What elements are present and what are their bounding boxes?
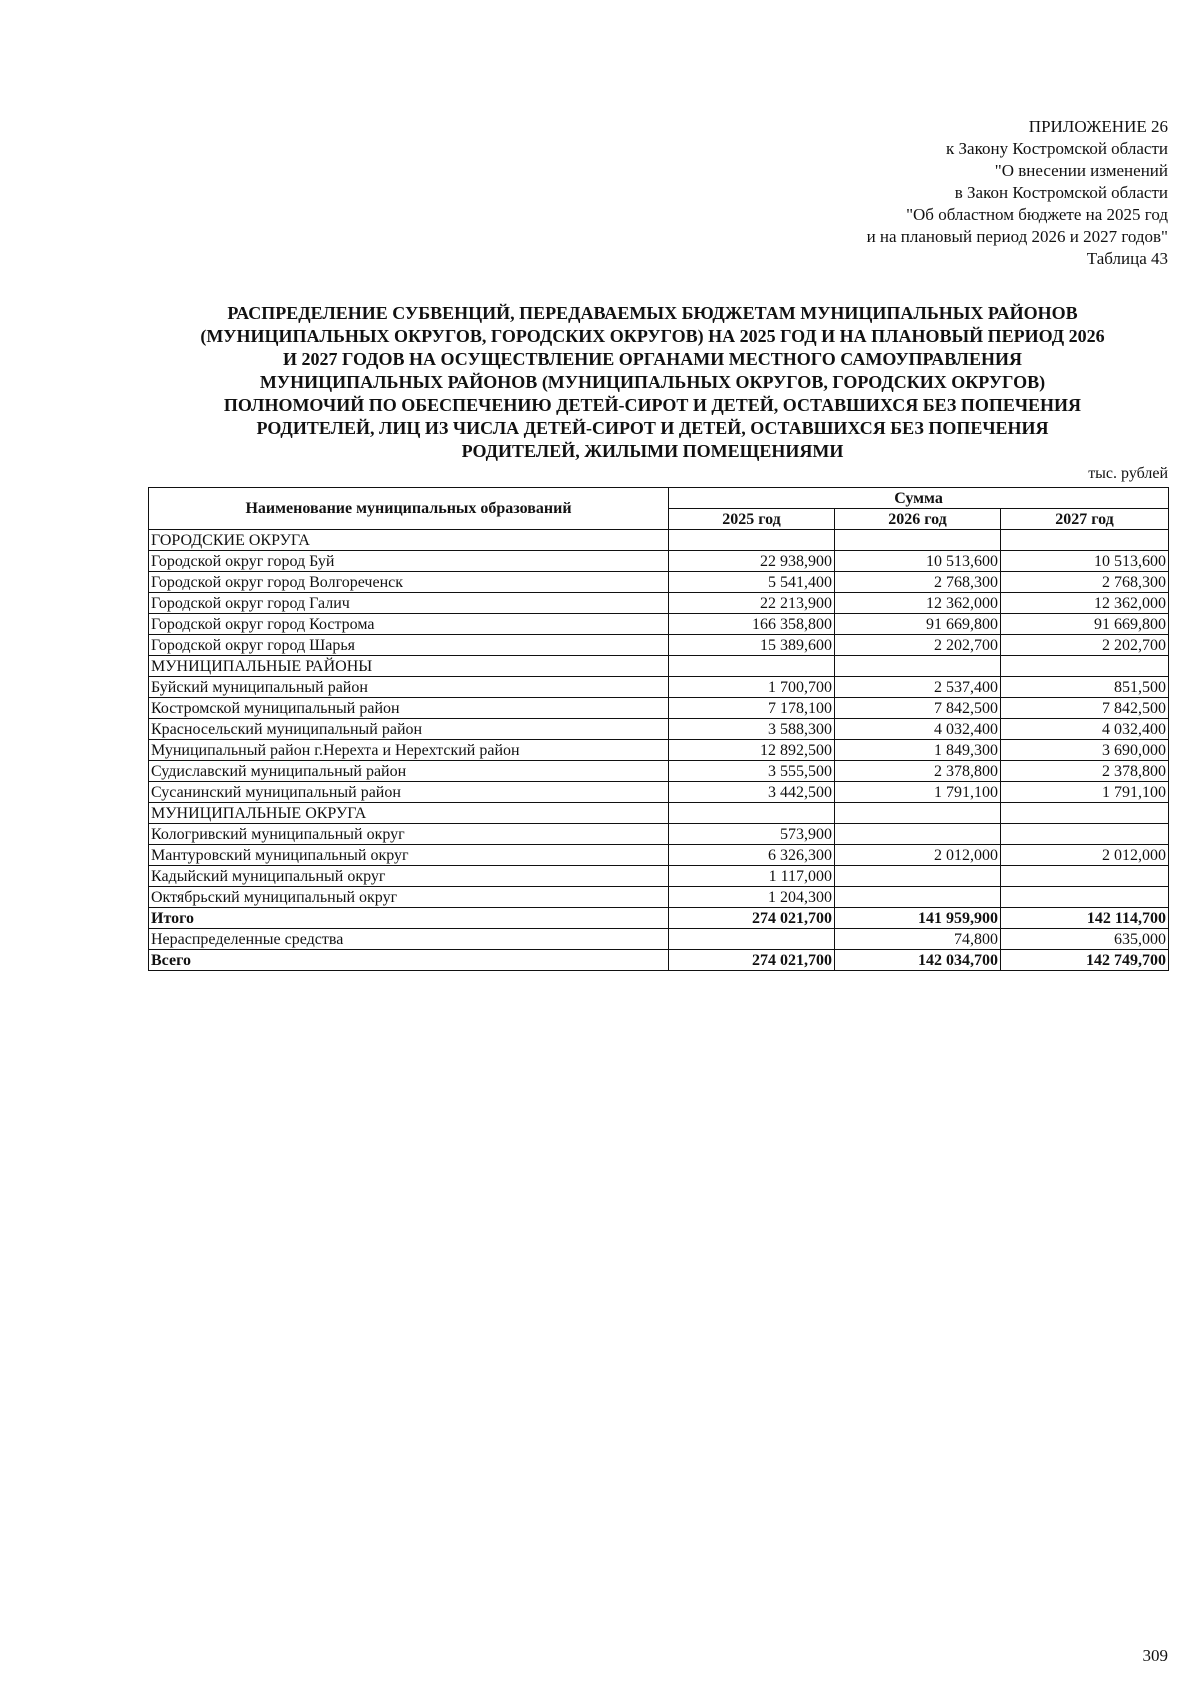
- title-line: ПОЛНОМОЧИЙ ПО ОБЕСПЕЧЕНИЮ ДЕТЕЙ-СИРОТ И ДЕТЕЙ, ОСТАВШИХСЯ БЕЗ ПОПЕЧЕНИЯ: [223, 395, 1082, 415]
- row-name-cell: ГОРОДСКИЕ ОКРУГА: [149, 530, 669, 551]
- row-name-cell: МУНИЦИПАЛЬНЫЕ ОКРУГА: [149, 803, 669, 824]
- value-2025-cell: 3 442,500: [669, 782, 835, 803]
- value-2027-cell: 3 690,000: [1001, 740, 1169, 761]
- units-label: тыс. рублей: [1088, 465, 1168, 482]
- title-line: РАСПРЕДЕЛЕНИЕ СУБВЕНЦИЙ, ПЕРЕДАВАЕМЫХ БЮДЖЕТАМ МУНИЦИПАЛЬНЫХ РАЙОНОВ: [227, 303, 1078, 323]
- value-2026-cell: [835, 824, 1001, 845]
- table-row: [149, 929, 1169, 950]
- value-2026-cell: [835, 887, 1001, 908]
- value-2026-cell: 141 959,900: [835, 908, 1001, 929]
- value-2027-cell: 7 842,500: [1001, 698, 1169, 719]
- table-row: [149, 530, 1169, 551]
- value-2027-cell: 10 513,600: [1001, 551, 1169, 572]
- value-2026-cell: 2 202,700: [835, 635, 1001, 656]
- table-row: [149, 845, 1169, 866]
- row-name-cell: МУНИЦИПАЛЬНЫЕ РАЙОНЫ: [149, 656, 669, 677]
- row-name-cell: Городской округ город Буй: [149, 551, 669, 572]
- row-name-cell: Городской округ город Кострома: [149, 614, 669, 635]
- value-2025-cell: 166 358,800: [669, 614, 835, 635]
- table-row: [149, 719, 1169, 740]
- appendix-line: "О внесении изменений: [994, 161, 1168, 180]
- table-row: [149, 803, 1169, 824]
- title-line: РОДИТЕЛЕЙ, ЖИЛЫМИ ПОМЕЩЕНИЯМИ: [461, 441, 844, 461]
- table-row: [149, 740, 1169, 761]
- value-2026-cell: 7 842,500: [835, 698, 1001, 719]
- row-name-cell: Всего: [149, 950, 669, 971]
- column-header-2026: 2026 год: [835, 509, 1001, 530]
- appendix-header: [867, 116, 1168, 270]
- table-row: [149, 635, 1169, 656]
- value-2025-cell: [669, 656, 835, 677]
- title-line: РОДИТЕЛЕЙ, ЛИЦ ИЗ ЧИСЛА ДЕТЕЙ-СИРОТ И ДЕТЕЙ, ОСТАВШИХСЯ БЕЗ ПОПЕЧЕНИЯ: [256, 418, 1049, 438]
- table-row: [149, 593, 1169, 614]
- appendix-line: ПРИЛОЖЕНИЕ 26: [1028, 117, 1168, 136]
- value-2026-cell: [835, 803, 1001, 824]
- value-2025-cell: 15 389,600: [669, 635, 835, 656]
- row-name-cell: Муниципальный район г.Нерехта и Нерехтский район: [149, 740, 669, 761]
- table-row: [149, 908, 1169, 929]
- row-name-cell: Кадыйский муниципальный округ: [149, 866, 669, 887]
- value-2025-cell: [669, 530, 835, 551]
- value-2025-cell: 22 938,900: [669, 551, 835, 572]
- value-2027-cell: 2 768,300: [1001, 572, 1169, 593]
- value-2026-cell: [835, 530, 1001, 551]
- row-name-cell: Судиславский муниципальный район: [149, 761, 669, 782]
- value-2026-cell: 91 669,800: [835, 614, 1001, 635]
- column-header-2027: 2027 год: [1001, 509, 1169, 530]
- row-name-cell: Октябрьский муниципальный округ: [149, 887, 669, 908]
- value-2027-cell: [1001, 530, 1169, 551]
- table-row: [149, 551, 1169, 572]
- row-name-cell: Городской округ город Волгореченск: [149, 572, 669, 593]
- row-name-cell: Городской округ город Галич: [149, 593, 669, 614]
- value-2027-cell: [1001, 656, 1169, 677]
- value-2025-cell: 3 588,300: [669, 719, 835, 740]
- page-number: 309: [1142, 1646, 1168, 1665]
- value-2027-cell: [1001, 866, 1169, 887]
- appendix-line: "Об областном бюджете на 2025 год: [906, 205, 1168, 224]
- value-2027-cell: 635,000: [1001, 929, 1169, 950]
- table-row: [149, 824, 1169, 845]
- value-2025-cell: 1 204,300: [669, 887, 835, 908]
- row-name-cell: Мантуровский муниципальный округ: [149, 845, 669, 866]
- value-2027-cell: [1001, 887, 1169, 908]
- value-2027-cell: 12 362,000: [1001, 593, 1169, 614]
- value-2027-cell: 2 202,700: [1001, 635, 1169, 656]
- table-row: [149, 887, 1169, 908]
- value-2025-cell: 6 326,300: [669, 845, 835, 866]
- value-2027-cell: 2 378,800: [1001, 761, 1169, 782]
- value-2025-cell: 3 555,500: [669, 761, 835, 782]
- column-header-2025: 2025 год: [669, 509, 835, 530]
- document-title: [140, 302, 1165, 463]
- value-2025-cell: 1 700,700: [669, 677, 835, 698]
- value-2026-cell: 142 034,700: [835, 950, 1001, 971]
- value-2025-cell: [669, 929, 835, 950]
- table-row: [149, 572, 1169, 593]
- appendix-line: к Закону Костромской области: [946, 139, 1168, 158]
- value-2026-cell: 10 513,600: [835, 551, 1001, 572]
- value-2027-cell: 851,500: [1001, 677, 1169, 698]
- table-row: [149, 656, 1169, 677]
- value-2025-cell: [669, 803, 835, 824]
- column-header-sum: Сумма: [669, 488, 1169, 509]
- row-name-cell: Кологривский муниципальный округ: [149, 824, 669, 845]
- value-2027-cell: 142 114,700: [1001, 908, 1169, 929]
- table-body: [149, 530, 1169, 971]
- table-number: Таблица 43: [1086, 249, 1168, 268]
- column-header-name: Наименование муниципальных образований: [149, 488, 669, 530]
- value-2027-cell: [1001, 824, 1169, 845]
- value-2025-cell: 274 021,700: [669, 908, 835, 929]
- value-2027-cell: [1001, 803, 1169, 824]
- value-2025-cell: 22 213,900: [669, 593, 835, 614]
- title-line: (МУНИЦИПАЛЬНЫХ ОКРУГОВ, ГОРОДСКИХ ОКРУГОВ) НА 2025 ГОД И НА ПЛАНОВЫЙ ПЕРИОД 2026: [200, 326, 1105, 346]
- appendix-line: в Закон Костромской области: [954, 183, 1168, 202]
- value-2026-cell: 12 362,000: [835, 593, 1001, 614]
- value-2026-cell: 2 537,400: [835, 677, 1001, 698]
- subvention-table: [148, 487, 1169, 971]
- value-2027-cell: 1 791,100: [1001, 782, 1169, 803]
- table-row: [149, 866, 1169, 887]
- value-2026-cell: 2 768,300: [835, 572, 1001, 593]
- value-2027-cell: 142 749,700: [1001, 950, 1169, 971]
- row-name-cell: Красносельский муниципальный район: [149, 719, 669, 740]
- value-2025-cell: 1 117,000: [669, 866, 835, 887]
- row-name-cell: Городской округ город Шарья: [149, 635, 669, 656]
- value-2025-cell: 5 541,400: [669, 572, 835, 593]
- value-2025-cell: 573,900: [669, 824, 835, 845]
- table-row: [149, 761, 1169, 782]
- value-2026-cell: 2 378,800: [835, 761, 1001, 782]
- value-2027-cell: 4 032,400: [1001, 719, 1169, 740]
- table-row: [149, 698, 1169, 719]
- value-2026-cell: 4 032,400: [835, 719, 1001, 740]
- title-line: МУНИЦИПАЛЬНЫХ РАЙОНОВ (МУНИЦИПАЛЬНЫХ ОКРУГОВ, ГОРОДСКИХ ОКРУГОВ): [259, 372, 1046, 392]
- value-2025-cell: 274 021,700: [669, 950, 835, 971]
- value-2027-cell: 91 669,800: [1001, 614, 1169, 635]
- value-2025-cell: 12 892,500: [669, 740, 835, 761]
- row-name-cell: Костромской муниципальный район: [149, 698, 669, 719]
- table-row: [149, 677, 1169, 698]
- appendix-line: и на плановый период 2026 и 2027 годов": [866, 227, 1168, 246]
- value-2025-cell: 7 178,100: [669, 698, 835, 719]
- table-row: [149, 950, 1169, 971]
- title-line: И 2027 ГОДОВ НА ОСУЩЕСТВЛЕНИЕ ОРГАНАМИ МЕСТНОГО САМОУПРАВЛЕНИЯ: [283, 349, 1022, 369]
- row-name-cell: Буйский муниципальный район: [149, 677, 669, 698]
- value-2026-cell: 1 791,100: [835, 782, 1001, 803]
- table-row: [149, 614, 1169, 635]
- value-2026-cell: 1 849,300: [835, 740, 1001, 761]
- row-name-cell: Нераспределенные средства: [149, 929, 669, 950]
- row-name-cell: Итого: [149, 908, 669, 929]
- value-2026-cell: 74,800: [835, 929, 1001, 950]
- value-2026-cell: 2 012,000: [835, 845, 1001, 866]
- table-row: [149, 782, 1169, 803]
- row-name-cell: Сусанинский муниципальный район: [149, 782, 669, 803]
- value-2026-cell: [835, 656, 1001, 677]
- value-2027-cell: 2 012,000: [1001, 845, 1169, 866]
- value-2026-cell: [835, 866, 1001, 887]
